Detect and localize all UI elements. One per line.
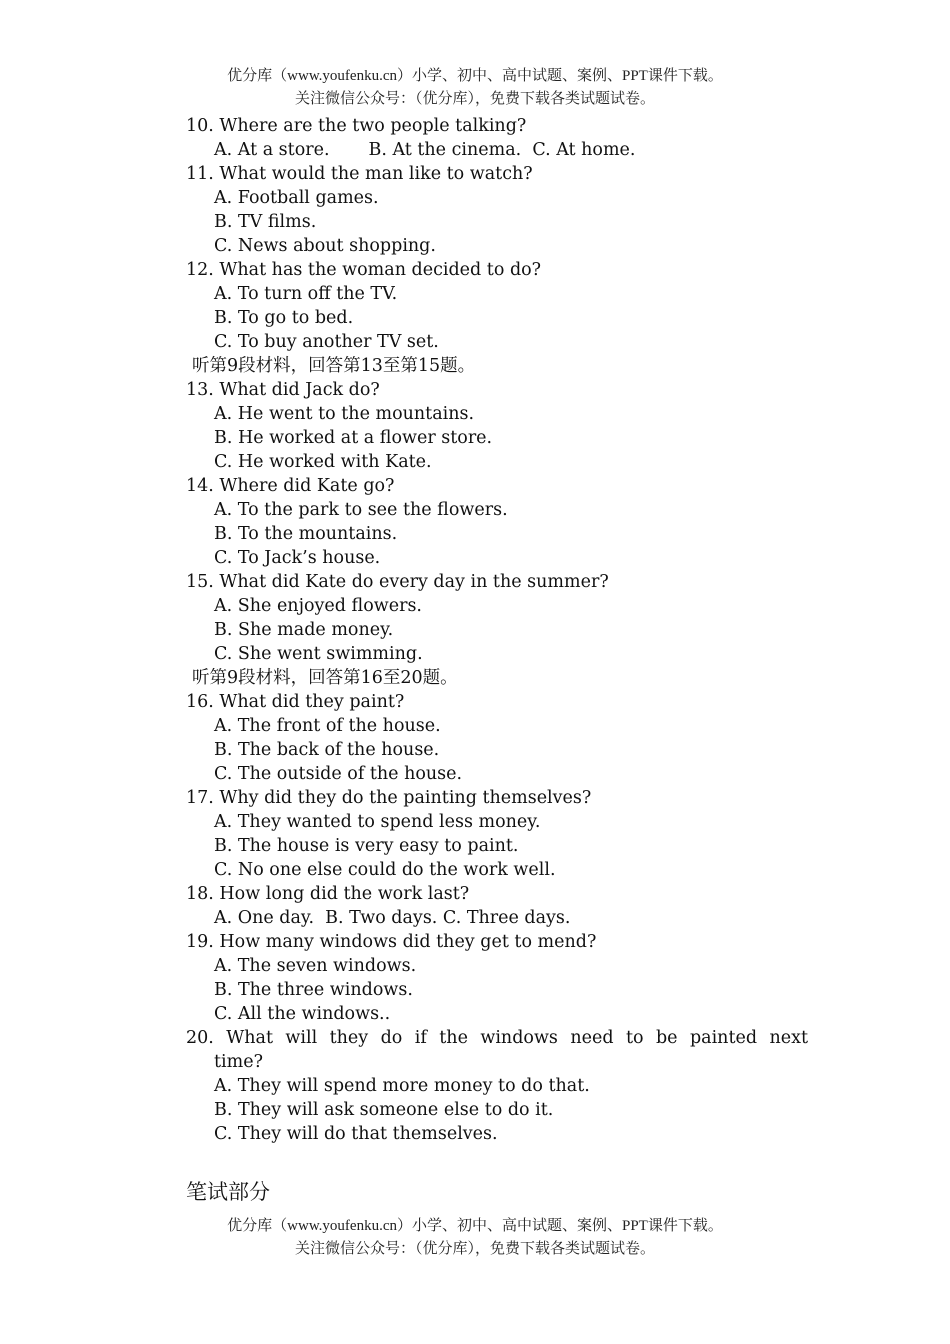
question-text: 10. Where are the two people talking? (186, 116, 527, 136)
answer-option: A. The front of the house. (214, 716, 441, 736)
answer-option: B. To the mountains. (214, 524, 398, 544)
header-line-2: 关注微信公众号：（优分库），免费下载各类试题试卷。 (294, 91, 655, 107)
answer-option: A. To turn off the TV. (214, 284, 398, 304)
answer-option: A. At a store. B. At the cinema. C. At home. (214, 140, 636, 160)
answer-option: B. She made money. (214, 620, 394, 640)
answer-option: C. She went swimming. (214, 644, 423, 664)
answer-option: A. They wanted to spend less money. (214, 812, 541, 832)
answer-option: C. The outside of the house. (214, 764, 463, 784)
answer-option: B. They will ask someone else to do it. (214, 1100, 554, 1120)
answer-option: A. They will spend more money to do that. (214, 1076, 590, 1096)
question-list (186, 114, 808, 1146)
answer-option: A. To the park to see the flowers. (214, 500, 508, 520)
answer-option: C. They will do that themselves. (214, 1124, 498, 1144)
question-text: 11. What would the man like to watch? (186, 164, 533, 184)
section-title: 笔试部分 (186, 1180, 270, 1204)
question-text: 20. What will they do if the windows need to be painted next (186, 1028, 808, 1048)
answer-option: B. He worked at a flower store. (214, 428, 493, 448)
question-text: 13. What did Jack do? (186, 380, 380, 400)
answer-option: A. Football games. (214, 188, 379, 208)
question-text: 17. Why did they do the painting themselves? (186, 788, 592, 808)
answer-option: A. He went to the mountains. (214, 404, 475, 424)
section-instruction: 听第9段材料，回答第16至20题。 (192, 668, 458, 688)
answer-option: time? (214, 1052, 263, 1072)
footer-line-1: 优分库（www.youfenku.cn）小学、初中、高中试题、案例、PPT课件下载。 (227, 1218, 723, 1234)
page-footer (0, 1216, 950, 1259)
section-instruction: 听第9段材料，回答第13至第15题。 (192, 356, 476, 376)
answer-option: C. No one else could do the work well. (214, 860, 556, 880)
answer-option: B. TV films. (214, 212, 317, 232)
question-text: 14. Where did Kate go? (186, 476, 395, 496)
page-header (0, 66, 950, 109)
answer-option: B. The three windows. (214, 980, 413, 1000)
question-text: 19. How many windows did they get to mend? (186, 932, 597, 952)
answer-option: A. She enjoyed flowers. (214, 596, 422, 616)
answer-option: A. The seven windows. (214, 956, 417, 976)
question-text: 15. What did Kate do every day in the summer? (186, 572, 609, 592)
answer-option: C. He worked with Kate. (214, 452, 432, 472)
answer-option: B. The back of the house. (214, 740, 440, 760)
answer-option: C. To Jack’s house. (214, 548, 381, 568)
question-text: 16. What did they paint? (186, 692, 405, 712)
header-line-1: 优分库（www.youfenku.cn）小学、初中、高中试题、案例、PPT课件下载。 (227, 68, 723, 84)
question-text: 12. What has the woman decided to do? (186, 260, 542, 280)
answer-option: C. News about shopping. (214, 236, 436, 256)
answer-option: B. The house is very easy to paint. (214, 836, 519, 856)
answer-option: A. One day. B. Two days. C. Three days. (214, 908, 571, 928)
footer-line-2: 关注微信公众号：（优分库），免费下载各类试题试卷。 (294, 1241, 655, 1257)
answer-option: C. To buy another TV set. (214, 332, 439, 352)
question-text: 18. How long did the work last? (186, 884, 470, 904)
answer-option: B. To go to bed. (214, 308, 354, 328)
answer-option: C. All the windows.. (214, 1004, 391, 1024)
